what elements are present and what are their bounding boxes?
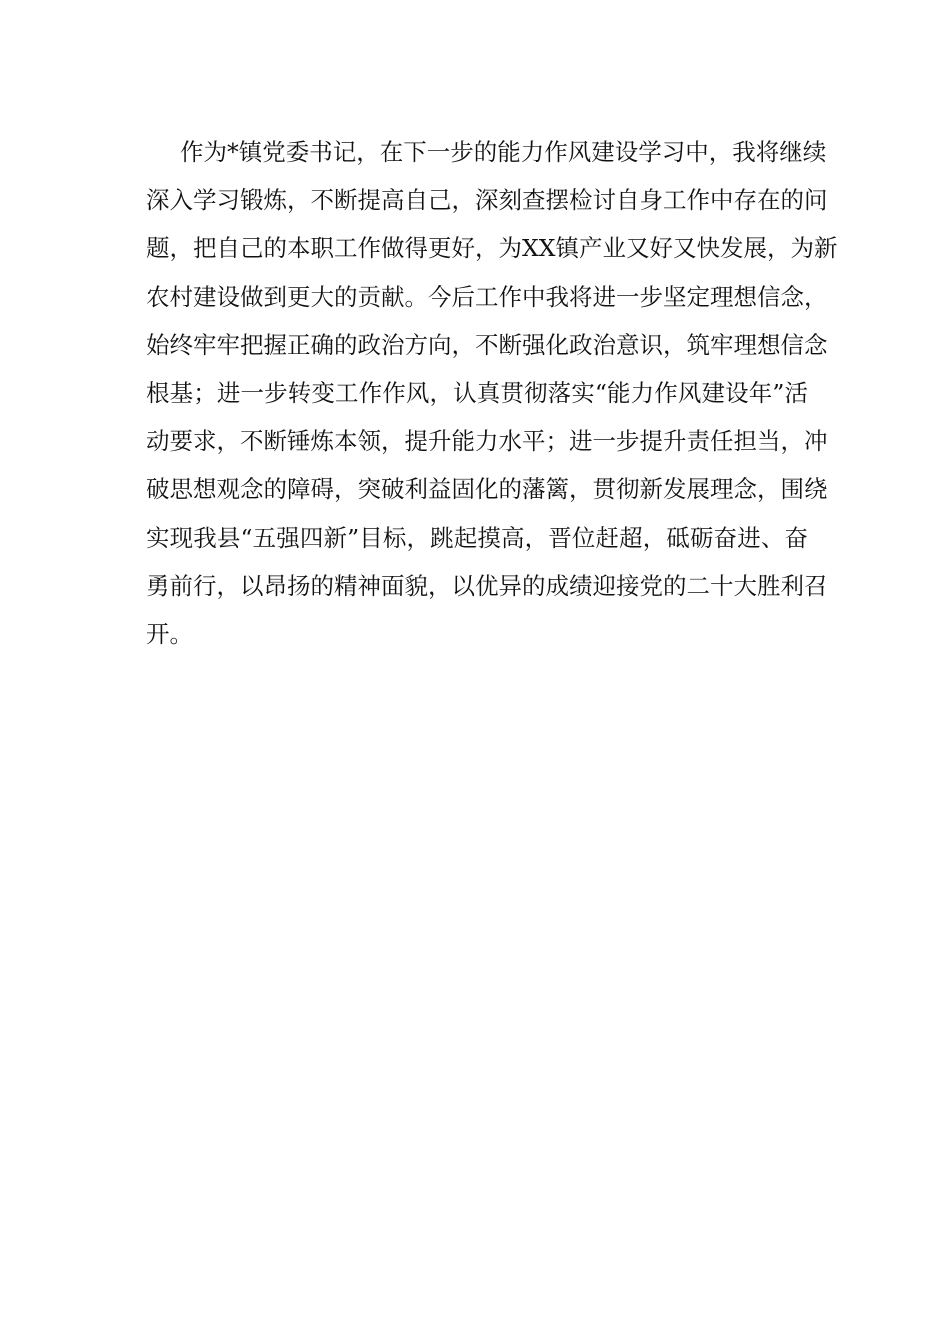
paragraph-line: 根基；进一步转变工作作风，认真贯彻落实“能力作风建设年”活 [146,378,808,407]
paragraph-line: 农村建设做到更大的贡献。今后工作中我将进一步坚定理想信念， [146,282,828,311]
paragraph-line: 勇前行，以昂扬的精神面貌，以优异的成绩迎接党的二十大胜利召 [146,571,828,600]
paragraph-line: 作为*镇党委书记，在下一步的能力作风建设学习中，我将继续 [180,138,827,166]
paragraph-line: 实现我县“五强四新”目标，跳起摸高，晋位赶超，砥砺奋进、奋 [146,523,808,552]
paragraph-line: 深入学习锻炼，不断提高自己，深刻查摆检讨自身工作中存在的问 [146,186,828,215]
body-paragraph [146,128,838,658]
paragraph-line: 开。 [146,619,193,648]
paragraph-line: 动要求，不断锤炼本领，提升能力水平；进一步提升责任担当，冲 [146,427,828,456]
paragraph-line: 题，把自己的本职工作做得更好，为XX镇产业又好又快发展，为新 [146,234,838,263]
paragraph-line: 破思想观念的障碍，突破利益固化的藩篱，贯彻新发展理念，围绕 [146,475,828,504]
paragraph-line: 始终牢牢把握正确的政治方向，不断强化政治意识，筑牢理想信念 [146,330,828,359]
